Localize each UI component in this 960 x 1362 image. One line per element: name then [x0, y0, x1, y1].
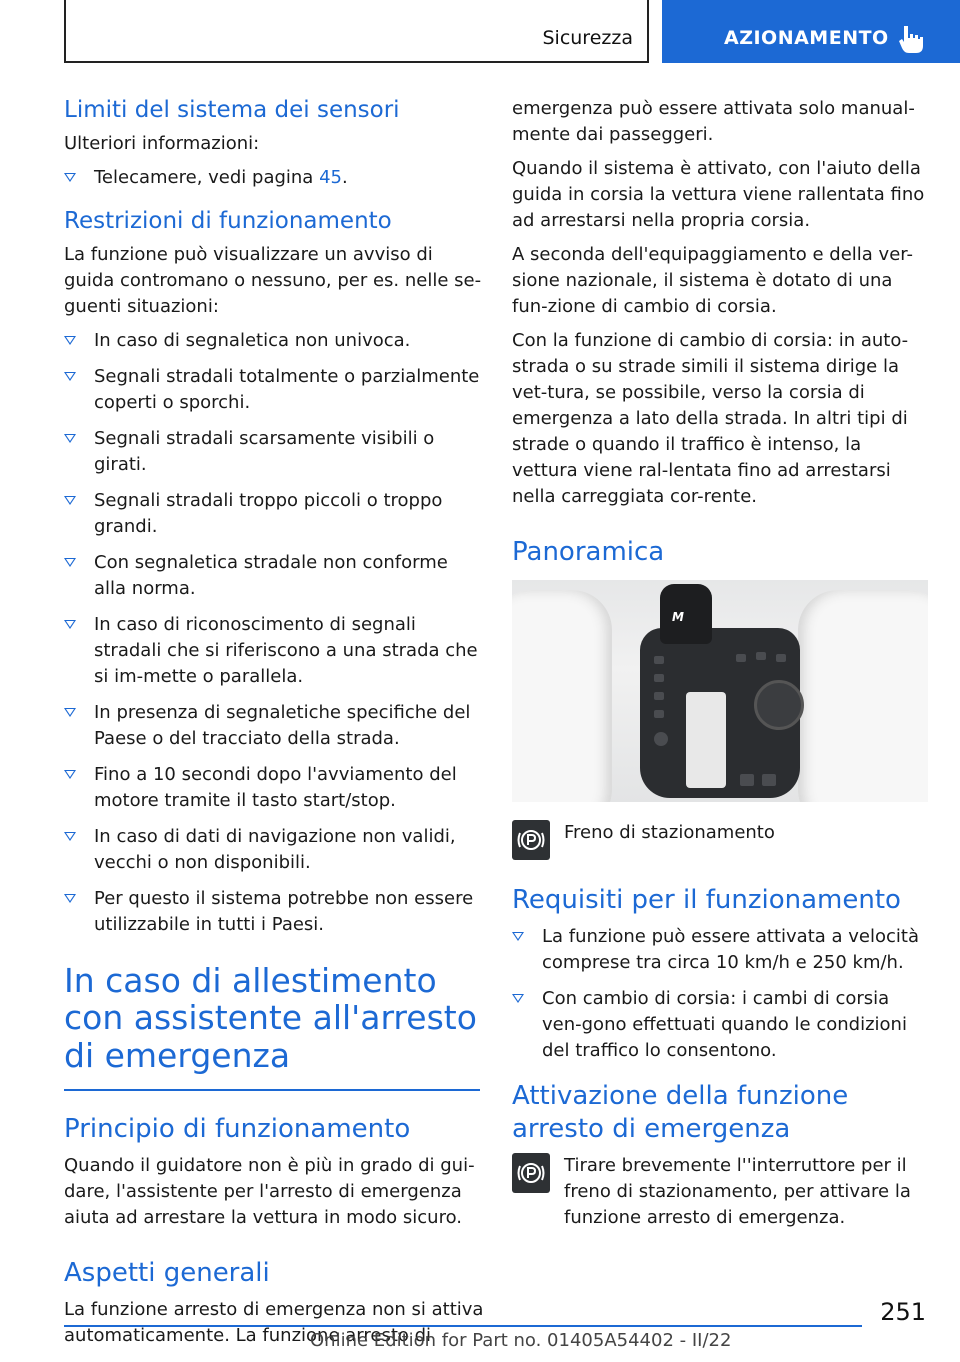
list-item: Segnali stradali totalmente o parzialmente coperti o sporchi.	[64, 364, 484, 416]
list-item: Con segnaletica stradale non conforme alla norma.	[64, 550, 484, 602]
bullet-triangle-icon	[64, 558, 76, 567]
hand-pointer-icon	[898, 24, 924, 54]
bullet-triangle-icon	[512, 994, 524, 1003]
list-item: Segnali stradali troppo piccoli o troppo grandi.	[64, 488, 484, 540]
list-item: In caso di segnaletica non univoca.	[64, 328, 484, 354]
list-item: Telecamere, vedi pagina 45.	[64, 165, 484, 191]
bullet-triangle-icon	[64, 894, 76, 903]
list-item: Segnali stradali scarsamente visibili o girati.	[64, 426, 484, 478]
bullet-triangle-icon	[64, 372, 76, 381]
right-paragraph-4: Con la funzione di cambio di corsia: in auto-strada o su strade simili il sistema dirige la vet-tura, se possibile, verso la corsia di emergenza a lato della strada. In altri tipi di strade o quando il traffico è intenso, la vettura viene ral-lentata fino ad arrestarsi nella carreggiata cor-rente.	[512, 330, 909, 507]
restrictions-intro: La funzione può visualizzare un avviso di guida contromano o nessuno, per es. nelle se-guenti situazioni:	[64, 243, 482, 317]
right-paragraph-1: emergenza può essere attivata solo manual-mente dai passeggeri.	[512, 98, 915, 145]
parking-brake-icon	[512, 1153, 550, 1193]
gear-selector	[660, 584, 712, 644]
bullet-triangle-icon	[64, 770, 76, 779]
right-seat	[798, 590, 928, 802]
general-heading: Aspetti generali	[64, 1258, 270, 1289]
bullet-triangle-icon	[64, 434, 76, 443]
activation-text: Tirare brevemente l''interruttore per il freno di stazionamento, per attivare la funzione arresto di emergenza.	[564, 1155, 911, 1229]
bullet-triangle-icon	[64, 173, 76, 182]
right-column	[512, 96, 928, 1241]
left-column	[64, 96, 484, 1357]
limits-intro: Ulteriori informazioni:	[64, 132, 260, 154]
bullet-triangle-icon	[64, 496, 76, 505]
limits-list	[64, 165, 484, 191]
right-paragraph-3: A seconda dell'equipaggiamento e della ver-sione nazionale, il sistema è dotato di una fun-zione di cambio di corsia.	[512, 244, 914, 317]
left-seat	[512, 590, 612, 802]
overview-heading: Panoramica	[512, 537, 665, 567]
general-text: La funzione arresto di emergenza non si attiva automaticamente. La funzione arresto di	[64, 1298, 484, 1346]
header-chapter-tab[interactable]	[662, 0, 960, 63]
parking-brake-legend	[512, 820, 928, 866]
principle-heading: Principio di funzionamento	[64, 1114, 411, 1145]
header-tab-label: AZIONAMENTO	[724, 27, 889, 49]
list-item: In presenza di segnaletiche specifiche del Paese o del tracciato della strada.	[64, 700, 484, 752]
controller-knob	[754, 680, 804, 730]
requirements-heading: Requisiti per il funzionamento	[512, 884, 901, 915]
chapter-title: In caso di allestimento con assistente all'arresto di emergenza	[64, 960, 477, 1076]
bullet-triangle-icon	[64, 832, 76, 841]
bullet-triangle-icon	[64, 620, 76, 629]
limits-heading: Limiti del sistema dei sensori	[64, 97, 400, 123]
m-badge: M	[672, 609, 684, 624]
bullet-triangle-icon	[64, 708, 76, 717]
list-item: In caso di riconoscimento di segnali stradali che si riferiscono a una strada che si im-mette o parallela.	[64, 612, 484, 690]
restrictions-heading: Restrizioni di funzionamento	[64, 207, 392, 234]
list-item: Per questo il sistema potrebbe non essere utilizzabile in tutti i Paesi.	[64, 886, 484, 938]
activation-instruction	[512, 1153, 928, 1231]
principle-text: Quando il guidatore non è più in grado di gui-dare, l'assistente per l'arresto di emergenza aiuta ad arrestare la vettura in modo sicuro.	[64, 1155, 475, 1229]
footer-edition: Online Edition for Part no. 01405A54402 - II/22	[310, 1330, 732, 1351]
bullet-triangle-icon	[64, 336, 76, 345]
list-item: Con cambio di corsia: i cambi di corsia ven-gono effettuati quando le condizioni del traffico lo consentono.	[512, 986, 928, 1064]
parking-brake-caption: Freno di stazionamento	[564, 821, 775, 843]
requirements-list	[512, 924, 928, 1064]
bullet-triangle-icon	[512, 932, 524, 941]
chapter-divider	[64, 1089, 480, 1091]
page-link[interactable]: 45	[319, 166, 342, 188]
list-item: Fino a 10 secondi dopo l'avviamento del motore tramite il tasto start/stop.	[64, 762, 484, 814]
list-item: La funzione può essere attivata a velocità comprese tra circa 10 km/h e 250 km/h.	[512, 924, 928, 976]
header-left-frame	[64, 0, 649, 63]
activation-heading: Attivazione della funzione arresto di emergenza	[512, 1080, 849, 1145]
right-paragraph-2: Quando il sistema è attivato, con l'aiuto della guida in corsia la vettura viene rallentata fino ad arrestarsi nella propria corsia.	[512, 158, 925, 231]
restrictions-list	[64, 328, 484, 938]
parking-brake-icon	[512, 820, 550, 860]
page-number: 251	[880, 1298, 926, 1326]
header-section-title: Sicurezza	[542, 27, 633, 49]
footer-divider	[64, 1325, 862, 1327]
list-item: In caso di dati di navigazione non validi, vecchi o non disponibili.	[64, 824, 484, 876]
center-console-photo	[512, 580, 928, 802]
